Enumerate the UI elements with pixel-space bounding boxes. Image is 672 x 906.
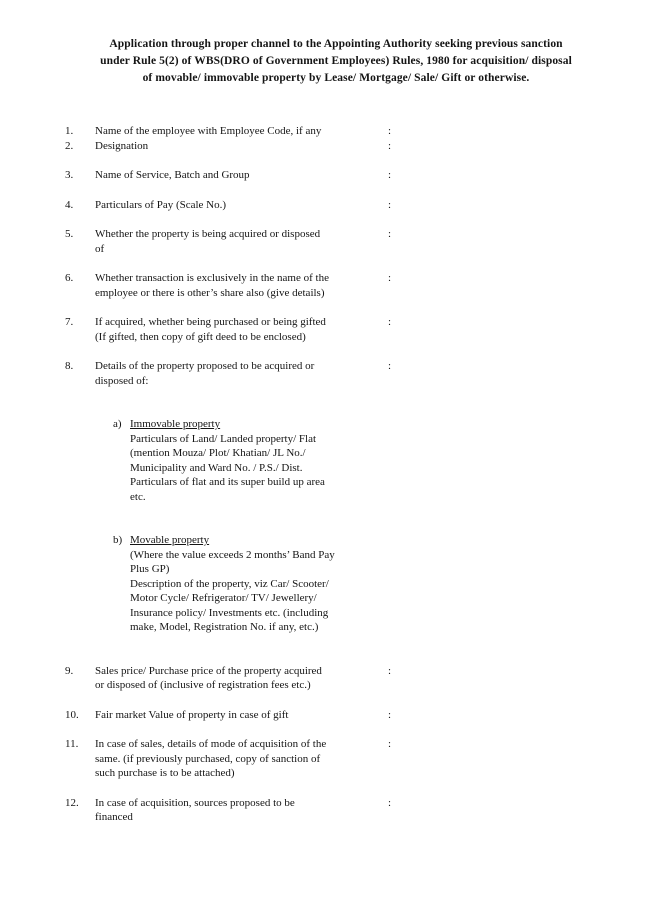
text-line: Municipality and Ward No. / P.S./ Dist. [130,461,303,474]
text-line: Sales price/ Purchase price of the property acquired [95,664,322,677]
item-colon: : [388,125,392,137]
title-line: of movable/ immovable property by Lease/ Mortgage/ Sale/ Gift or otherwise. [142,72,530,84]
text-line: (Where the value exceeds 2 months’ Band Pay [130,548,335,561]
text-line: (If gifted, then copy of gift deed to be enclosed) [95,330,306,343]
form-item [65,359,672,388]
form-item [65,315,672,344]
form-item [65,168,672,183]
text-line: financed [95,811,133,823]
document-page [0,36,672,906]
item-number: 1. [65,125,74,137]
text-line: Designation [95,139,149,152]
form-item [65,271,672,300]
subitem-heading: Immovable property [130,418,221,430]
item-number: 5. [65,228,74,240]
subitem-heading: Movable property [130,534,210,546]
text-line: Particulars of Land/ Landed property/ Flat [130,432,317,445]
item-colon: : [388,272,392,284]
subitem-text [130,417,380,504]
text-line: Details of the property proposed to be acquired or [95,360,315,372]
text-line: Whether transaction is exclusively in the name of the [95,272,329,284]
text-line: make, Model, Registration No. if any, etc.) [130,621,319,633]
item-number: 7. [65,316,74,328]
item-text [95,708,388,723]
item-text [95,198,388,213]
text-line: Whether the property is being acquired or disposed [95,228,321,240]
form-item [65,737,672,781]
text-line: same. (if previously purchased, copy of sanction of [95,752,321,765]
item-number: 4. [65,198,74,211]
item-colon: : [388,738,392,750]
subitem-label: a) [113,418,122,430]
form-item-list [0,124,672,825]
item-colon: : [388,228,392,240]
item-number: 9. [65,664,74,677]
text-line: of [95,242,105,255]
text-line: such purchase is to be attached) [95,767,235,779]
item-colon: : [388,139,392,152]
item-colon: : [388,198,392,211]
title-line: under Rule 5(2) of WBS(DRO of Government Employees) Rules, 1980 for acquisition/ disposal [100,55,572,67]
item-number: 8. [65,360,74,372]
subitem-text [130,533,380,635]
item-text [95,139,388,154]
item-number: 12. [65,796,79,809]
item-text [95,315,388,344]
item-text [95,124,388,139]
item-colon: : [388,169,392,181]
form-item [65,664,672,693]
text-line: (mention Mouza/ Plot/ Khatian/ JL No./ [130,447,306,459]
text-line: Insurance policy/ Investments etc. (including [130,606,329,619]
item-number: 3. [65,169,74,181]
item-number: 11. [65,738,79,750]
form-subitem [65,533,672,635]
text-line: employee or there is other’s share also (give details) [95,286,325,299]
text-line: Fair market Value of property in case of gift [95,708,289,721]
item-colon: : [388,316,392,328]
text-line: Name of the employee with Employee Code, if any [95,125,322,137]
item-colon: : [388,360,392,372]
item-text [95,664,388,693]
document-title [46,36,626,87]
text-line: Plus GP) [130,563,170,575]
form-item [65,796,672,825]
title-line: Application through proper channel to the Appointing Authority seeking previous sanction [109,38,563,50]
item-text [95,737,388,781]
text-line: In case of sales, details of mode of acquisition of the [95,738,327,750]
form-item [65,139,672,154]
item-colon: : [388,708,392,721]
item-text [95,227,388,256]
form-item [65,198,672,213]
item-text [95,271,388,300]
text-line: Motor Cycle/ Refrigerator/ TV/ Jewellery/ [130,592,317,604]
subitem-label: b) [113,534,123,546]
item-number: 6. [65,272,74,284]
item-text [95,359,388,388]
text-line: Description of the property, viz Car/ Scooter/ [130,577,329,590]
item-number: 2. [65,139,74,152]
text-line: disposed of: [95,374,149,387]
text-line: Name of Service, Batch and Group [95,169,250,181]
text-line: Particulars of flat and its super build up area [130,476,325,488]
text-line: or disposed of (inclusive of registration fees etc.) [95,679,311,691]
text-line: In case of acquisition, sources proposed to be [95,796,295,809]
item-text [95,796,388,825]
item-number: 10. [65,708,79,721]
form-subitem [65,417,672,504]
text-line: If acquired, whether being purchased or being gifted [95,316,326,328]
item-colon: : [388,796,392,809]
form-item [65,708,672,723]
text-line: etc. [130,490,146,503]
item-text [95,168,388,183]
form-item [65,124,672,139]
form-item [65,227,672,256]
text-line: Particulars of Pay (Scale No.) [95,198,227,211]
item-colon: : [388,664,392,677]
